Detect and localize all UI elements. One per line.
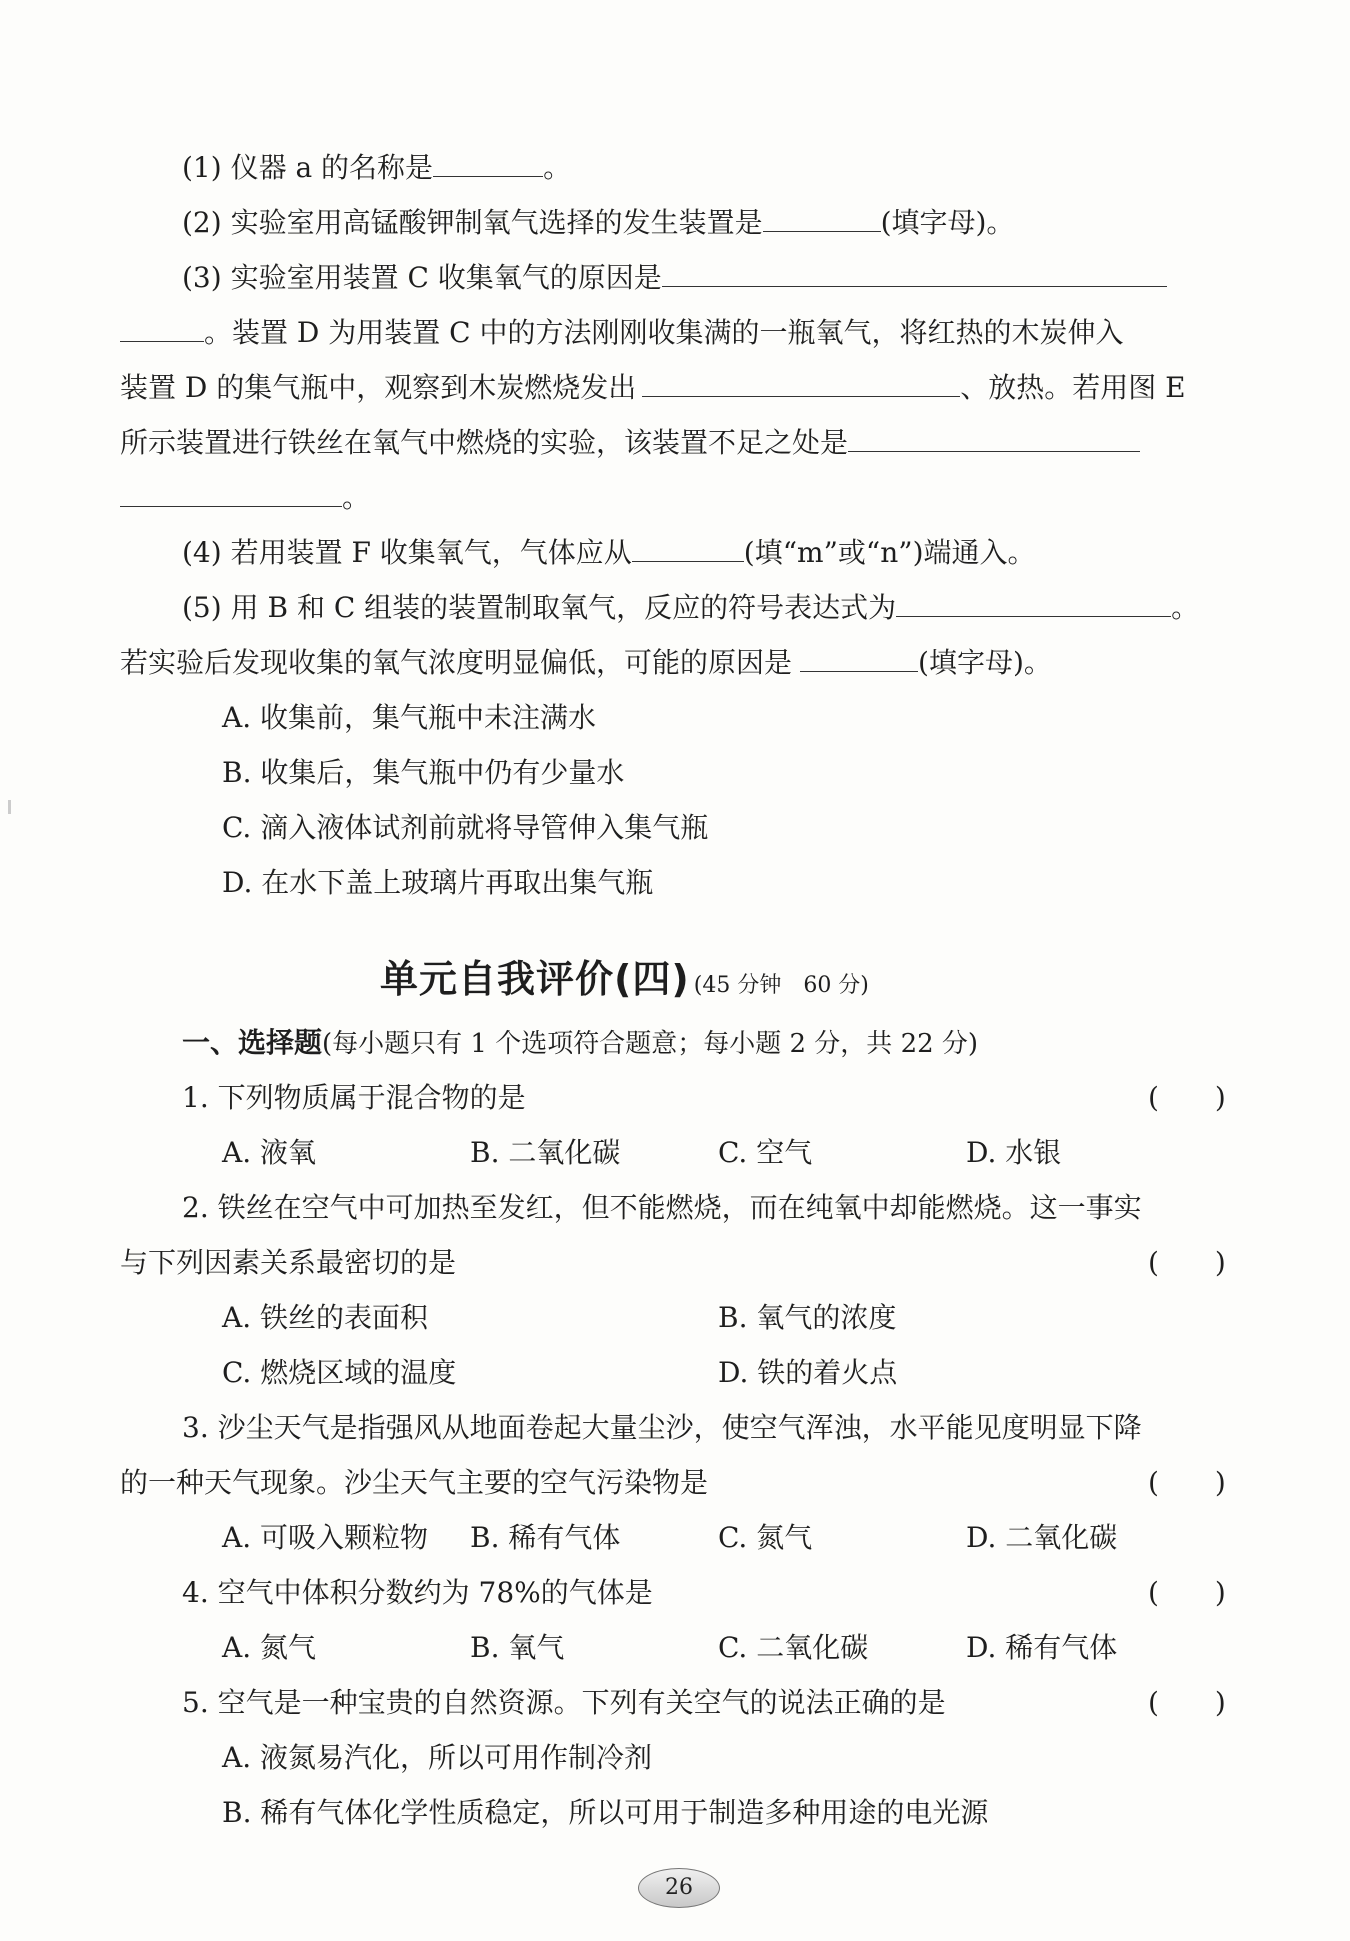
q1-line [182,148,571,188]
q5-end: 。 [1171,591,1200,624]
q5-option: D. 在水下盖上玻璃片再取出集气瓶 [222,866,654,899]
q2-end: (填字母)。 [880,206,1015,239]
section-label: 一、选择题 [182,1026,323,1059]
answer-paren[interactable]: ( ) [1148,1081,1226,1114]
question-5-stem: 5. 空气是一种宝贵的自然资源。下列有关空气的说法正确的是 [182,1686,946,1719]
option: B. 氧气 [470,1631,565,1664]
q5-line-2 [120,643,1052,683]
unit-subtitle: (45 分钟 60 分) [693,973,869,998]
answer-blank[interactable] [120,313,204,342]
question-4-stem: 4. 空气中体积分数约为 78%的气体是 [182,1576,653,1609]
q3-text-2: 。装置 D 为用装置 C 中的方法刚刚收集满的一瓶氧气，将红热的木炭伸入 [204,316,1124,349]
q5-text: (5) 用 B 和 C 组装的装置制取氧气，反应的符号表达式为 [182,591,897,624]
option: D. 铁的着火点 [718,1356,898,1389]
option: C. 空气 [718,1136,813,1169]
q4-text: (4) 若用装置 F 收集氧气，气体应从 [182,536,632,569]
question-2-stem: 2. 铁丝在空气中可加热至发红，但不能燃烧，而在纯氧中却能燃烧。这一事实 [182,1191,1142,1224]
option: A. 液氮易汽化，所以可用作制冷剂 [222,1741,653,1774]
q3-text-3: 装置 D 的集气瓶中，观察到木炭燃烧发出 [120,371,637,404]
option: B. 二氧化碳 [470,1136,621,1169]
q3-text: (3) 实验室用装置 C 收集氧气的原因是 [182,261,662,294]
answer-paren[interactable]: ( ) [1148,1466,1226,1499]
q5-option: C. 滴入液体试剂前就将导管伸入集气瓶 [222,811,709,844]
question-2-stem-2: 与下列因素关系最密切的是 [120,1246,457,1279]
section-note: (每小题只有 1 个选项符合题意；每小题 2 分，共 22 分) [322,1029,979,1059]
q3-text-3b: 、放热。若用图 E [960,371,1186,404]
q1-end: 。 [543,151,572,184]
answer-blank[interactable] [632,533,744,562]
question-1-stem: 1. 下列物质属于混合物的是 [182,1081,526,1114]
unit-title [380,948,869,1003]
option: C. 燃烧区域的温度 [222,1356,457,1389]
q3-line-4 [120,423,1140,463]
option: A. 氮气 [222,1631,317,1664]
q2-line [182,203,1014,243]
answer-paren[interactable]: ( ) [1148,1686,1226,1719]
q5-option: B. 收集后，集气瓶中仍有少量水 [222,756,625,789]
q5-end-2: (填字母)。 [918,646,1052,679]
answer-blank[interactable] [896,588,1171,617]
q5-line-1 [182,588,1199,628]
q5-option: A. 收集前，集气瓶中未注满水 [222,701,597,734]
option: C. 氮气 [718,1521,813,1554]
answer-paren[interactable]: ( ) [1148,1576,1226,1609]
option: C. 二氧化碳 [718,1631,869,1664]
q4-line [182,533,1036,573]
question-3-stem: 3. 沙尘天气是指强风从地面卷起大量尘沙，使空气浑浊，水平能见度明显下降 [182,1411,1142,1444]
option: A. 液氧 [222,1136,317,1169]
option: D. 水银 [966,1136,1062,1169]
unit-title-text: 单元自我评价(四) [380,957,690,1001]
q5-text-2: 若实验后发现收集的氧气浓度明显偏低，可能的原因是 [120,646,793,679]
answer-paren[interactable]: ( ) [1148,1246,1226,1279]
option: B. 氧气的浓度 [718,1301,897,1334]
answer-blank[interactable] [642,368,960,397]
section-header [182,1023,978,1064]
option: B. 稀有气体 [470,1521,621,1554]
answer-blank[interactable] [848,423,1140,452]
q4-end: (填“m”或“n”)端通入。 [743,536,1036,569]
option: A. 可吸入颗粒物 [222,1521,429,1554]
option: D. 稀有气体 [966,1631,1118,1664]
answer-blank[interactable] [433,148,543,177]
option: B. 稀有气体化学性质稳定，所以可用于制造多种用途的电光源 [222,1796,989,1829]
option: D. 二氧化碳 [966,1521,1118,1554]
q3-line-3 [120,368,1186,408]
answer-blank[interactable] [120,478,342,507]
q3-line-1 [182,258,1167,298]
q3-line-5 [120,478,370,518]
q2-text: (2) 实验室用高锰酸钾制氧气选择的发生装置是 [182,206,763,239]
option: A. 铁丝的表面积 [222,1301,429,1334]
q3-end: 。 [342,481,371,514]
answer-blank[interactable] [662,258,1167,287]
q1-text: (1) 仪器 a 的名称是 [182,151,434,184]
question-3-stem-2: 的一种天气现象。沙尘天气主要的空气污染物是 [120,1466,709,1499]
q3-line-2 [120,313,1123,353]
q3-text-4: 所示装置进行铁丝在氧气中燃烧的实验，该装置不足之处是 [120,426,849,459]
answer-blank[interactable] [800,643,918,672]
answer-blank[interactable] [763,203,881,232]
scan-mark [8,800,11,814]
page-number: 26 [638,1868,720,1908]
